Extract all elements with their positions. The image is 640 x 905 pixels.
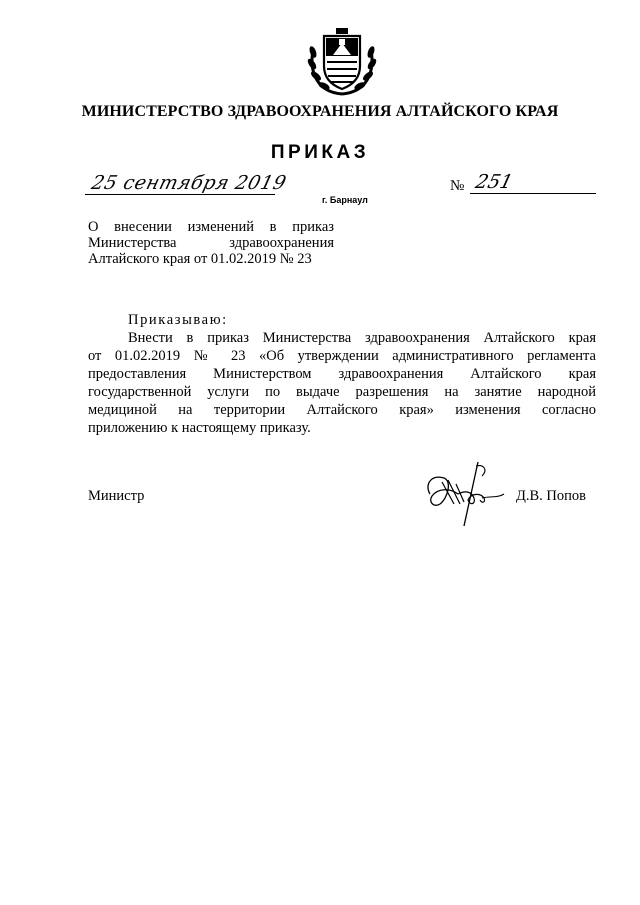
number-sign: №	[450, 178, 465, 194]
body-line: приложению к настоящему приказу.	[88, 420, 311, 436]
signatory-position: Министр	[88, 488, 145, 504]
body-line: медициной на территории Алтайского края» изменения согласно	[88, 402, 596, 418]
body-line: от 01.02.2019 № 23 «Об утверждении административного регламента	[88, 348, 596, 364]
body-line: предоставления Министерством здравоохранения Алтайского края	[88, 366, 596, 382]
document-type-title: ПРИКАЗ	[270, 142, 370, 163]
order-number-handwritten: 251	[473, 171, 516, 193]
order-subject	[88, 219, 334, 267]
date-underline	[85, 194, 275, 195]
signatory-name: Д.В. Попов	[516, 488, 587, 504]
handwritten-signature-icon	[418, 454, 510, 534]
subject-line: О внесении изменений в приказ	[88, 219, 334, 235]
order-body	[88, 311, 596, 437]
city-label: г. Барнаул	[322, 195, 368, 205]
altai-krai-coat-of-arms-icon	[303, 22, 381, 100]
body-line: государственной услуги по выдаче разрешения на занятие народной	[88, 384, 596, 400]
number-underline	[470, 193, 596, 194]
ministry-name: МИНИСТЕРСТВО ЗДРАВООХРАНЕНИЯ АЛТАЙСКОГО КРАЯ	[81, 103, 559, 120]
order-date-handwritten: 25 сентября 2019	[89, 172, 289, 194]
body-line: Внести в приказ Министерства здравоохранения Алтайского края	[128, 330, 596, 346]
subject-line: Министерства здравоохранения	[88, 235, 334, 251]
directive-word: Приказываю:	[128, 312, 228, 328]
subject-line: Алтайского края от 01.02.2019 № 23	[88, 251, 312, 267]
